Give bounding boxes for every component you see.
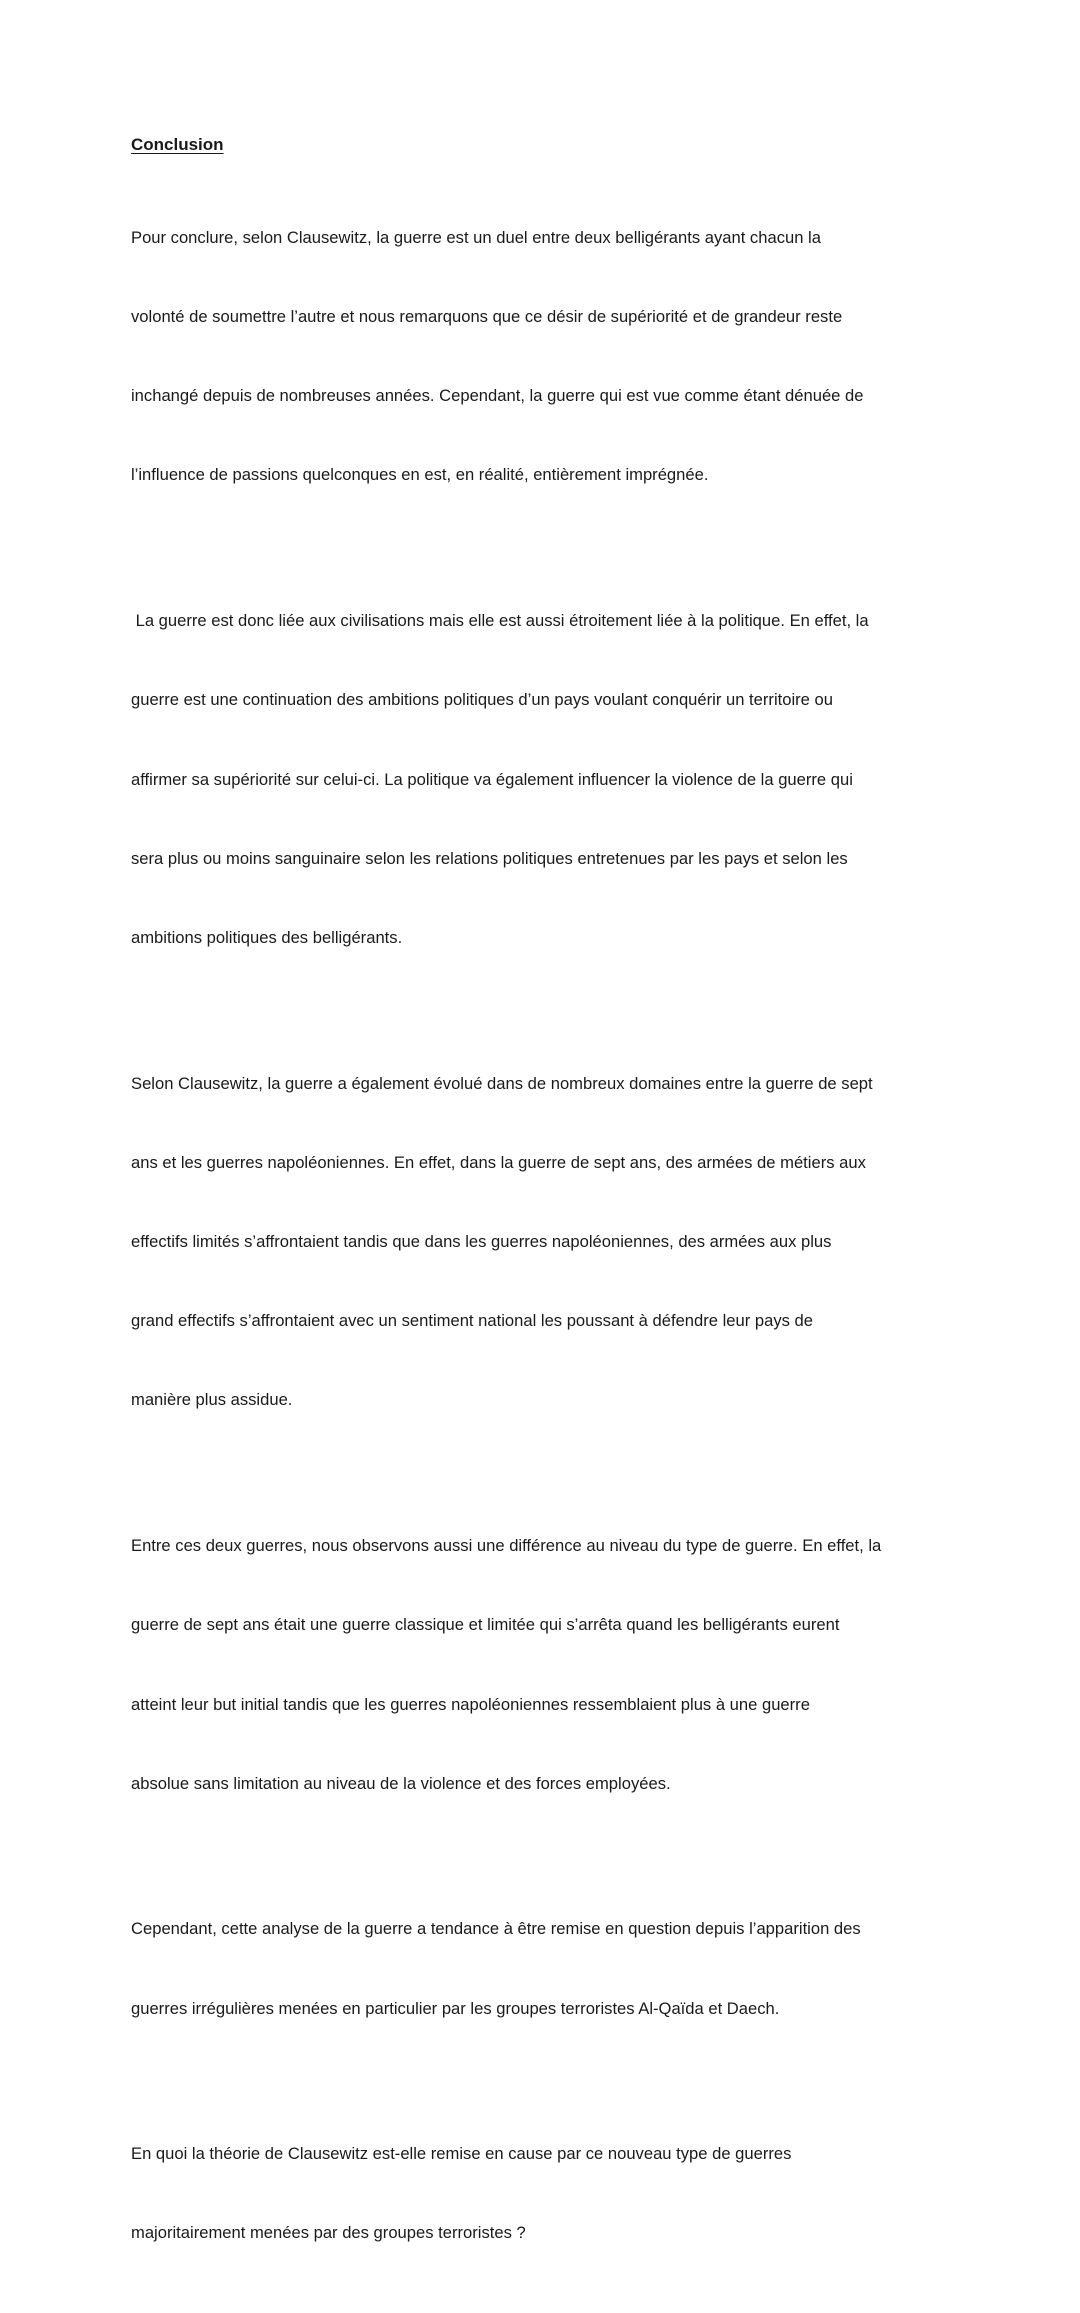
paragraph-6 xyxy=(131,2088,961,2299)
text-line: ans et les guerres napoléoniennes. En effet, dans la guerre de sept ans, des armées de métiers aux xyxy=(131,1152,866,1172)
paragraph-3 xyxy=(131,1018,961,1467)
text-line: Entre ces deux guerres, nous observons aussi une différence au niveau du type de guerre. En effet, la xyxy=(131,1536,882,1556)
text-line: La guerre est donc liée aux civilisations mais elle est aussi étroitement liée à la politique. En effet, la xyxy=(131,611,869,631)
text-line: Pour conclure, selon Clausewitz, la guerre est un duel entre deux belligérants ayant chacun la xyxy=(131,227,821,247)
text-line: effectifs limités s’affrontaient tandis que dans les guerres napoléoniennes, des armées aux plus xyxy=(131,1232,832,1252)
text-line: absolue sans limitation au niveau de la violence et des forces employées. xyxy=(131,1773,671,1793)
text-line: grand effectifs s’affrontaient avec un sentiment national les poussant à défendre leur pays de xyxy=(131,1311,814,1331)
text-line: majoritairement menées par des groupes terroristes ? xyxy=(131,2223,526,2243)
text-line: l’influence de passions quelconques en est, en réalité, entièrement imprégnée. xyxy=(131,465,709,485)
paragraph-1 xyxy=(131,172,961,542)
text-line: Cependant, cette analyse de la guerre a tendance à être remise en question depuis l’apparition des xyxy=(131,1919,861,1939)
text-line: guerre de sept ans était une guerre classique et limitée qui s’arrêta quand les belligérants eurent xyxy=(131,1615,840,1635)
document-body xyxy=(131,132,961,2313)
text-line: atteint leur but initial tandis que les guerres napoléoniennes ressemblaient plus à une guerre xyxy=(131,1694,810,1714)
text-line: En quoi la théorie de Clausewitz est-elle remise en cause par ce nouveau type de guerres xyxy=(131,2144,792,2164)
paragraph-4 xyxy=(131,1480,961,1850)
text-line: manière plus assidue. xyxy=(131,1390,293,1410)
text-line: ambitions politiques des belligérants. xyxy=(131,927,403,947)
text-line: affirmer sa supériorité sur celui-ci. La politique va également influencer la violence de la guerre qui xyxy=(131,769,853,789)
section-heading: Conclusion xyxy=(131,135,224,154)
text-line: guerre est une continuation des ambitions politiques d’un pays voulant conquérir un territoire ou xyxy=(131,690,833,710)
text-line: sera plus ou moins sanguinaire selon les relations politiques entretenues par les pays et selon les xyxy=(131,848,848,868)
text-line: inchangé depuis de nombreuses années. Cependant, la guerre qui est vue comme étant dénuée de xyxy=(131,386,864,406)
paragraph-5 xyxy=(131,1864,961,2075)
text-line: volonté de soumettre l’autre et nous remarquons que ce désir de supériorité et de grandeur reste xyxy=(131,307,843,327)
paragraph-2 xyxy=(131,555,961,1004)
text-line: Selon Clausewitz, la guerre a également évolué dans de nombreux domaines entre la guerre de sept xyxy=(131,1073,873,1093)
text-line: guerres irrégulières menées en particulier par les groupes terroristes Al-Qaïda et Daech. xyxy=(131,1998,780,2018)
